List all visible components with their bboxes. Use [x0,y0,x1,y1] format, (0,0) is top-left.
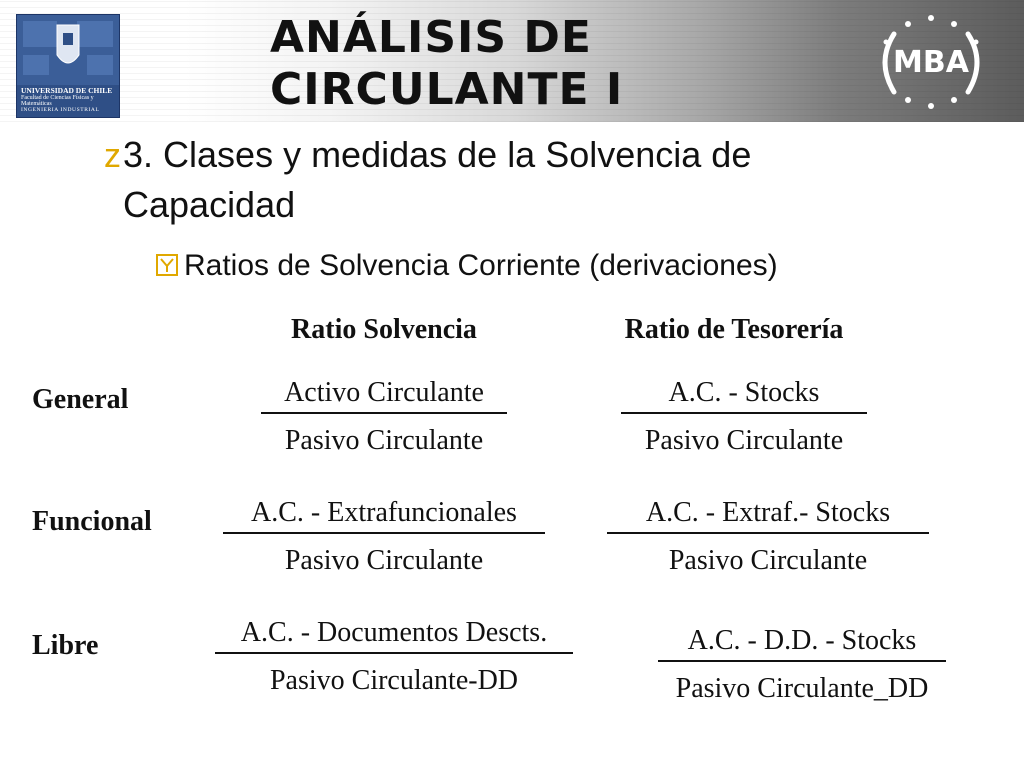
checkbox-bullet-icon [156,254,178,276]
numerator: A.C. - Documentos Descts. [240,617,548,648]
numerator: A.C. - Stocks [668,377,820,408]
header-banner [0,0,1024,122]
denominator: Pasivo Circulante [284,425,484,456]
sub-bullet [156,246,976,286]
row-label-libre: Libre [32,630,99,661]
ratio-general-solvencia [244,376,524,458]
fraction-line [215,652,573,654]
fraction-line [261,412,507,414]
faculty-name: Facultad de Ciencias Físicas y Matemáticas [21,94,94,108]
ratio-funcional-tesoreria [598,496,938,578]
numerator: A.C. - Extrafuncionales [251,497,517,528]
mba-logo [866,6,996,118]
department-name: INGENIERIA INDUSTRIAL [21,107,100,114]
denominator: Pasivo Circulante-DD [269,665,519,696]
university-name: UNIVERSIDAD DE CHILE [21,86,113,95]
university-logo [16,14,120,118]
numerator: A.C. - D.D. - Stocks [687,625,917,656]
ratio-libre-solvencia [194,616,594,698]
university-text [21,87,115,114]
main-bullet-text: 3. Clases y medidas de la Solvencia de Capacidad [123,134,752,225]
main-bullet [104,130,984,230]
ratio-general-tesoreria [604,376,884,458]
fraction-line [607,532,929,534]
sub-bullet-text: Ratios de Solvencia Corriente (derivaciones) [184,249,778,282]
column-header-tesoreria: Ratio de Tesorería [624,314,844,345]
university-crest [17,15,119,85]
denominator: Pasivo Circulante [284,545,484,576]
denominator: Pasivo Circulante_DD [675,673,929,704]
fraction-line [223,532,545,534]
ratio-libre-tesoreria [642,624,962,706]
row-label-funcional: Funcional [32,506,152,537]
denominator: Pasivo Circulante [644,425,844,456]
fraction-line [621,412,867,414]
mba-logo-text: MBA [893,45,969,80]
row-label-general: General [32,384,129,415]
ratio-funcional-solvencia [214,496,554,578]
page-title: ANÁLISIS DE CIRCULANTE I [270,12,624,115]
numerator: Activo Circulante [284,377,484,408]
fraction-line [658,660,946,662]
column-header-solvencia: Ratio Solvencia [291,314,477,345]
bullet-z-icon: z [104,137,121,175]
denominator: Pasivo Circulante [668,545,868,576]
numerator: A.C. - Extraf.- Stocks [645,497,891,528]
